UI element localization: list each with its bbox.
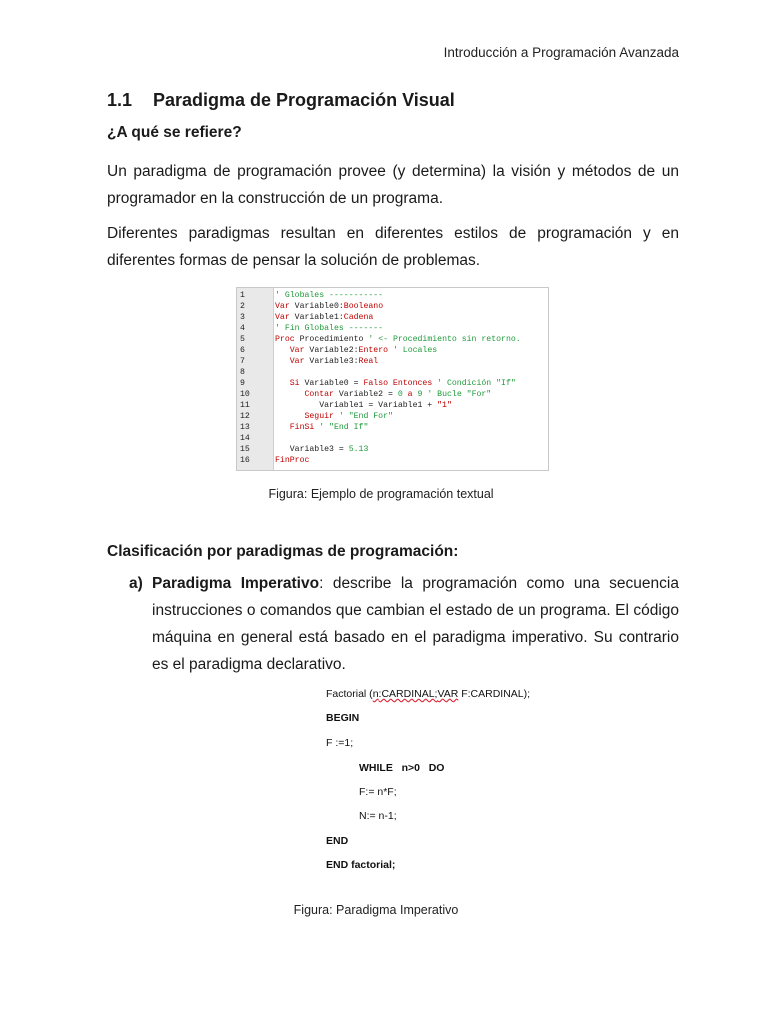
list-marker: a) (129, 575, 143, 592)
code-token: ' Condición "If" (437, 379, 516, 388)
code-token: 9 (417, 390, 423, 399)
code-text (275, 422, 368, 433)
list-item-body (152, 570, 679, 678)
code-token: FinSi (275, 423, 320, 432)
code-token: Var (275, 346, 310, 355)
line-number: 2 (240, 302, 245, 311)
code-token: Variable0: (294, 302, 344, 311)
code-text: Factorial ( (326, 688, 373, 700)
code-text (275, 345, 437, 356)
section-number: 1.1 (107, 90, 133, 110)
code-text (275, 400, 452, 411)
code-line-1 (326, 688, 530, 700)
line-number: 15 (240, 445, 250, 454)
code-text: F:CARDINAL); (458, 688, 531, 700)
code-text (275, 301, 383, 312)
code-text: n (372, 688, 379, 700)
code-token: 0 (397, 390, 403, 399)
code-token: ' "End For" (338, 412, 393, 421)
code-token: Var (275, 302, 295, 311)
code-token: Variable3: (309, 357, 359, 366)
code-text (275, 356, 378, 367)
term-description: : describe la programación como una secuencia instrucciones o comandos que cambian el estado de un programa. El código máquina en general está basado en el paradigma imperativo. Su contrario es el paradigma declarativo. (152, 575, 679, 673)
line-number: 7 (240, 357, 245, 366)
code-token: ' Locales (392, 346, 438, 355)
code-line-2: BEGIN (326, 712, 360, 724)
code-text: :CARDINAL; (378, 688, 438, 700)
code-token: Variable2 = (338, 390, 398, 399)
code-example-figure (236, 287, 549, 471)
line-number: 6 (240, 346, 245, 355)
line-number: 5 (240, 335, 245, 344)
code-token: a (402, 390, 418, 399)
code-token: Variable2: (309, 346, 359, 355)
term-imperative: Paradigma Imperativo (152, 575, 320, 592)
code-text (275, 444, 368, 455)
line-number: 16 (240, 456, 250, 465)
paragraph-2: Diferentes paradigmas resultan en diferentes estilos de programación y en diferentes formas de pensar la solución de problemas. (107, 225, 679, 269)
line-number: 4 (240, 324, 245, 333)
section-title: Paradigma de Programación Visual (153, 90, 455, 110)
code-text (275, 323, 383, 334)
code-token: Var (275, 357, 310, 366)
code-token: Real (358, 357, 379, 366)
code-token: ' Bucle "For" (422, 390, 492, 399)
subtitle: ¿A qué se refiere? (107, 124, 242, 141)
classification-heading: Clasificación por paradigmas de programación: (107, 543, 459, 560)
code-token: ' Fin Globales ------- (275, 324, 384, 333)
code-token: Variable0 = (304, 379, 364, 388)
code-token: Si (275, 379, 305, 388)
code-line-3: F :=1; (326, 737, 354, 749)
code-token: FinProc (275, 456, 310, 465)
line-number: 9 (240, 379, 245, 388)
code-token: "1" (437, 401, 452, 410)
code-text (275, 312, 373, 323)
code-line-8: END factorial; (326, 859, 396, 871)
paragraph-1: Un paradigma de programación provee (y determina) la visión y métodos de un programador en la construcción de un programa. (107, 163, 679, 207)
line-number: 1 (240, 291, 245, 300)
code-token: ' "End If" (319, 423, 369, 432)
code-line-5: F:= n*F; (359, 786, 397, 798)
code-token: Seguir (275, 412, 339, 421)
code-token: Cadena (343, 313, 374, 322)
code-token: 5.13 (348, 445, 369, 454)
code-text (275, 411, 393, 422)
code-text (275, 290, 383, 301)
code-token: ' Globales ----------- (275, 291, 384, 300)
code-token: Proc (275, 335, 300, 344)
code-token: Entero (358, 346, 393, 355)
code-text (275, 378, 516, 389)
code-token: Variable3 = (275, 445, 349, 454)
code-token: Variable1: (294, 313, 344, 322)
code-text (275, 334, 521, 345)
line-number: 13 (240, 423, 250, 432)
code-token: Var (275, 313, 295, 322)
code-token: Contar (275, 390, 339, 399)
line-number: 8 (240, 368, 245, 377)
line-number: 11 (240, 401, 250, 410)
line-number: 10 (240, 390, 250, 399)
code-text (275, 455, 309, 466)
code-token: Falso Entonces (363, 379, 438, 388)
section-heading (107, 90, 455, 111)
line-number: 12 (240, 412, 250, 421)
figure-1-caption: Figura: Ejemplo de programación textual (268, 487, 494, 501)
running-header: Introducción a Programación Avanzada (443, 45, 679, 60)
line-number: 3 (240, 313, 245, 322)
imperative-code-figure (326, 680, 566, 880)
code-token: Variable1 = Variable1 + (275, 401, 438, 410)
list-item-imperative (129, 570, 679, 678)
line-number: 14 (240, 434, 250, 443)
code-line-6: N:= n-1; (359, 810, 397, 822)
code-token: ' <- Procedimiento sin retorno. (368, 335, 521, 344)
code-token: Booleano (343, 302, 384, 311)
code-line-4: WHILE n>0 DO (359, 762, 445, 774)
code-token: Procedimiento (299, 335, 369, 344)
figure-2-caption: Figura: Paradigma Imperativo (293, 903, 459, 917)
code-text (275, 389, 491, 400)
code-line-7: END (326, 835, 349, 847)
code-text: VAR (437, 688, 459, 700)
